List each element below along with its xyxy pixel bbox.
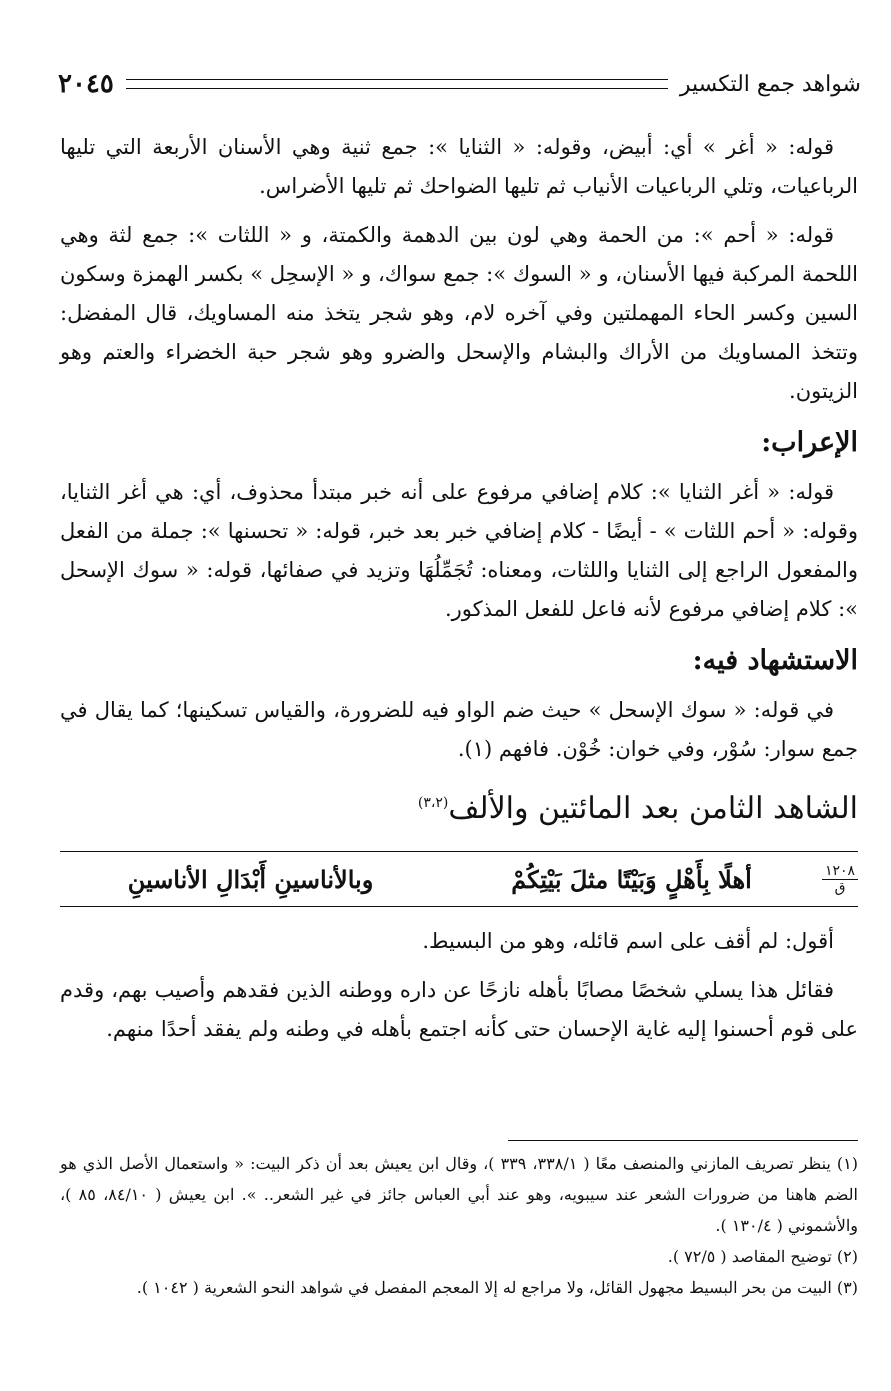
second-hemistich: وبالأناسينِ أَبْدَالِ الأناسينِ: [127, 864, 374, 894]
verse-number: [822, 863, 858, 896]
running-header: [58, 64, 861, 104]
footnote-1: (١) ينظر تصريف المازني والمنصف معًا ( ٣٣٨/١، ٣٣٩ )، وقال ابن يعيش بعد أن ذكر البيت: « واستعمال الأصل الذي هو الضم هاهنا من ضرورات الشعر عند سيبويه، وهو عند أبي العباس جائز في غير الشعر.. ». ابن يعيش ( ٨٤/١٠، ٨٥ )، والأشموني ( ١٣٠/٤ ).: [60, 1154, 859, 1235]
main-text: [60, 128, 858, 833]
commentary: [60, 922, 858, 1059]
footnote-separator: [508, 1140, 858, 1141]
page-number: ٢٠٤٥: [58, 69, 114, 99]
witness-title: الشاهد الثامن بعد المائتين والألف: [448, 791, 858, 826]
paragraph-gums: قوله: « أحم »: من الحمة وهي لون بين الدهمة والكمتة، و « اللثات »: جمع لثة وهي اللحمة المركبة فيها الأسنان، و « السوك »: جمع سواك، و « الإسحِل » بكسر الهمزة وسكون السين وكسر الحاء المهملتين وفي آخره لام، وهو شجر يتخذ منه المساويك، قال المفضل: وتتخذ المساويك من الأراك والبشام والإسحل والضرو وهو شجر حبة الخضراء والعتم وهو الزيتون.: [60, 223, 858, 403]
first-hemistich: أهلًا بِأَهْلٍ وَبَيْتًا مثلَ بَيْتِكُمْ: [511, 864, 752, 894]
section-title-irab: الإعراب:: [761, 427, 858, 458]
paragraph-aqul: أقول: لم أقف على اسم قائله، وهو من البسيط.: [422, 929, 834, 953]
footnote-3: (٣) البيت من بحر البسيط مجهول القائل، ولا مراجع له إلا المعجم المفصل في شواهد النحو الشعرية ( ١٠٤٢ ).: [136, 1278, 858, 1297]
section-title-istishhad: الاستشهاد فيه:: [692, 645, 858, 676]
verse-box: [60, 851, 858, 907]
paragraph-meaning: فقائل هذا يسلي شخصًا مصابًا بأهله نازحًا عن داره ووطنه الذين فقدهم وأصيب بهم، وقدم على قوم أحسنوا إليه غاية الإحسان حتى كأنه اجتمع بأهله في وطنه ولم يفقد أحدًا منهم.: [60, 978, 858, 1041]
witness-footnote-ref: (٣،٢): [417, 795, 449, 811]
running-title: شواهد جمع التكسير: [679, 71, 861, 97]
footnotes: [60, 1148, 858, 1303]
header-double-rule: [126, 79, 668, 89]
paragraph-irab: قوله: « أغر الثنايا »: كلام إضافي مرفوع على أنه خبر مبتدأ محذوف، أي: هي أغر الثنايا، وقوله: « أحم اللثات » - أيضًا - كلام إضافي خبر بعد خبر، قوله: « تحسنها »: جملة من الفعل والمفعول الراجع إلى الثنايا واللثات، ومعناه: تُجَمِّلُهَا وتزيد في صفائها، قوله: « سوك الإسحل »: كلام إضافي مرفوع لأنه فاعل للفعل المذكور.: [60, 480, 858, 621]
paragraph-teeth: قوله: « أغر » أي: أبيض، وقوله: « الثنايا »: جمع ثنية وهي الأسنان الأربعة التي تليها الرباعيات، وتلي الرباعيات الأنياب ثم تليها الضواحك ثم تليها الأضراس.: [60, 135, 858, 198]
witness-heading: [60, 779, 858, 833]
verse-number-suffix: ق: [834, 879, 846, 896]
paragraph-istishhad: في قوله: « سوك الإسحل » حيث ضم الواو فيه للضرورة، والقياس تسكينها؛ كما يقال في جمع سوار: سُوْر، وفي خوان: خُوْن. فافهم (١).: [60, 698, 858, 761]
verse-number-value: ١٢٠٨: [822, 863, 858, 880]
footnote-2: (٢) توضيح المقاصد ( ٧٢/٥ ).: [667, 1247, 858, 1266]
